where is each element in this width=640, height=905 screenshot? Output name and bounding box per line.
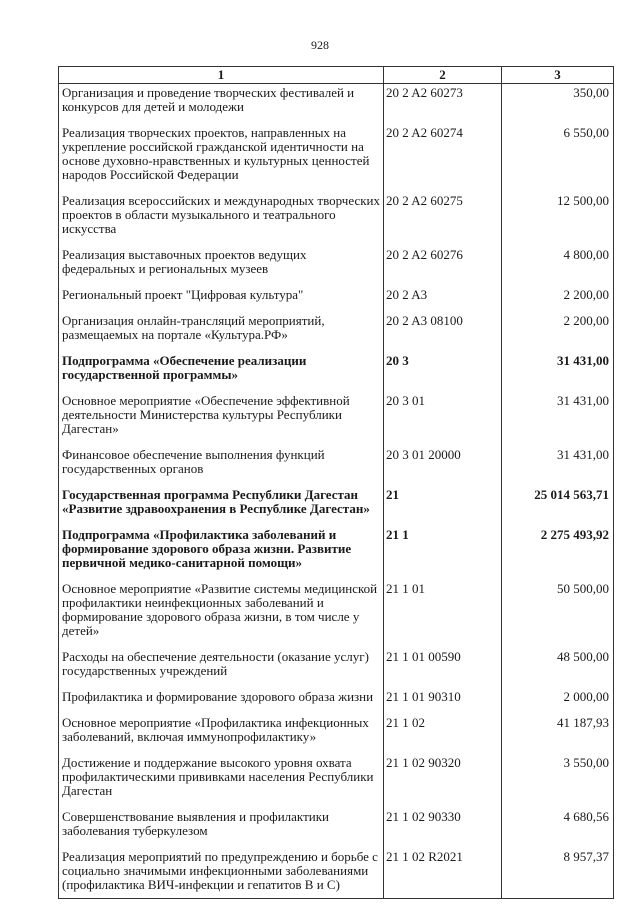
row-sum: 350,00 <box>502 84 614 127</box>
row-name: Организация онлайн-трансляций мероприятий, размещаемых на портале «Культура.РФ» <box>59 314 384 354</box>
table-row <box>59 690 614 716</box>
row-sum: 8 957,37 <box>502 850 614 899</box>
row-name: Региональный проект "Цифровая культура" <box>59 288 384 314</box>
table-row <box>59 194 614 248</box>
row-name: Реализация выставочных проектов ведущих федеральных и региональных музеев <box>59 248 384 288</box>
row-code: 21 <box>384 488 502 528</box>
row-sum: 3 550,00 <box>502 756 614 810</box>
row-code: 21 1 01 00590 <box>384 650 502 690</box>
row-name: Реализация мероприятий по предупреждению и борьбе с социально значимыми инфекционными заболеваниями (профилактика ВИЧ-инфекции и гепатитов В и С) <box>59 850 384 899</box>
row-sum: 31 431,00 <box>502 354 614 394</box>
row-code: 20 2 A2 60276 <box>384 248 502 288</box>
table-row <box>59 716 614 756</box>
row-sum: 2 000,00 <box>502 690 614 716</box>
table-row <box>59 810 614 850</box>
table-row <box>59 84 614 127</box>
table-header-row <box>59 67 614 84</box>
row-name: Организация и проведение творческих фестивалей и конкурсов для детей и молодежи <box>59 84 384 127</box>
budget-table <box>58 66 614 899</box>
row-code: 20 2 A2 60273 <box>384 84 502 127</box>
row-code: 20 2 A3 08100 <box>384 314 502 354</box>
row-sum: 6 550,00 <box>502 126 614 194</box>
table-row <box>59 314 614 354</box>
table-row <box>59 528 614 582</box>
row-name: Государственная программа Республики Дагестан «Развитие здравоохранения в Республике Дагестан» <box>59 488 384 528</box>
row-sum: 4 800,00 <box>502 248 614 288</box>
row-code: 21 1 02 90330 <box>384 810 502 850</box>
table-row <box>59 288 614 314</box>
row-sum: 4 680,56 <box>502 810 614 850</box>
table-row <box>59 756 614 810</box>
row-sum: 12 500,00 <box>502 194 614 248</box>
row-name: Реализация творческих проектов, направленных на укрепление российской гражданской идентичности на основе духовно-нравственных и культурных ценностей народов Российской Федерации <box>59 126 384 194</box>
row-code: 21 1 01 <box>384 582 502 650</box>
row-code: 21 1 02 90320 <box>384 756 502 810</box>
row-name: Основное мероприятие «Развитие системы медицинской профилактики неинфекционных заболеваний и формирование здорового образа жизни, в том числе у детей» <box>59 582 384 650</box>
table-row <box>59 488 614 528</box>
table-row <box>59 248 614 288</box>
row-name: Основное мероприятие «Профилактика инфекционных заболеваний, включая иммунопрофилактику» <box>59 716 384 756</box>
row-sum: 50 500,00 <box>502 582 614 650</box>
row-name: Профилактика и формирование здорового образа жизни <box>59 690 384 716</box>
row-sum: 31 431,00 <box>502 448 614 488</box>
row-name: Реализация всероссийских и международных творческих проектов в области музыкального и театрального искусства <box>59 194 384 248</box>
table-row <box>59 126 614 194</box>
header-col-3: 3 <box>502 67 614 84</box>
row-code: 20 3 01 <box>384 394 502 448</box>
row-name: Финансовое обеспечение выполнения функций государственных органов <box>59 448 384 488</box>
header-col-2: 2 <box>384 67 502 84</box>
row-code: 21 1 01 90310 <box>384 690 502 716</box>
table-row <box>59 448 614 488</box>
row-name: Расходы на обеспечение деятельности (оказание услуг) государственных учреждений <box>59 650 384 690</box>
row-sum: 2 200,00 <box>502 288 614 314</box>
table-row <box>59 582 614 650</box>
row-code: 21 1 02 R2021 <box>384 850 502 899</box>
row-name: Основное мероприятие «Обеспечение эффективной деятельности Министерства культуры Республики Дагестан» <box>59 394 384 448</box>
table-row <box>59 354 614 394</box>
row-code: 20 3 <box>384 354 502 394</box>
row-sum: 31 431,00 <box>502 394 614 448</box>
row-code: 20 2 A3 <box>384 288 502 314</box>
header-col-1: 1 <box>59 67 384 84</box>
row-code: 20 2 A2 60275 <box>384 194 502 248</box>
row-sum: 2 200,00 <box>502 314 614 354</box>
row-name: Подпрограмма «Обеспечение реализации государственной программы» <box>59 354 384 394</box>
row-name: Совершенствование выявления и профилактики заболевания туберкулезом <box>59 810 384 850</box>
row-sum: 41 187,93 <box>502 716 614 756</box>
row-sum: 2 275 493,92 <box>502 528 614 582</box>
table-body <box>59 84 614 899</box>
row-sum: 25 014 563,71 <box>502 488 614 528</box>
row-name: Достижение и поддержание высокого уровня охвата профилактическими прививками населения Республики Дагестан <box>59 756 384 810</box>
row-sum: 48 500,00 <box>502 650 614 690</box>
table-row <box>59 394 614 448</box>
row-name: Подпрограмма «Профилактика заболеваний и формирование здорового образа жизни. Развитие первичной медико-санитарной помощи» <box>59 528 384 582</box>
row-code: 21 1 <box>384 528 502 582</box>
page-number: 928 <box>311 38 329 52</box>
row-code: 20 2 A2 60274 <box>384 126 502 194</box>
row-code: 21 1 02 <box>384 716 502 756</box>
table-row <box>59 850 614 899</box>
row-code: 20 3 01 20000 <box>384 448 502 488</box>
table-row <box>59 650 614 690</box>
